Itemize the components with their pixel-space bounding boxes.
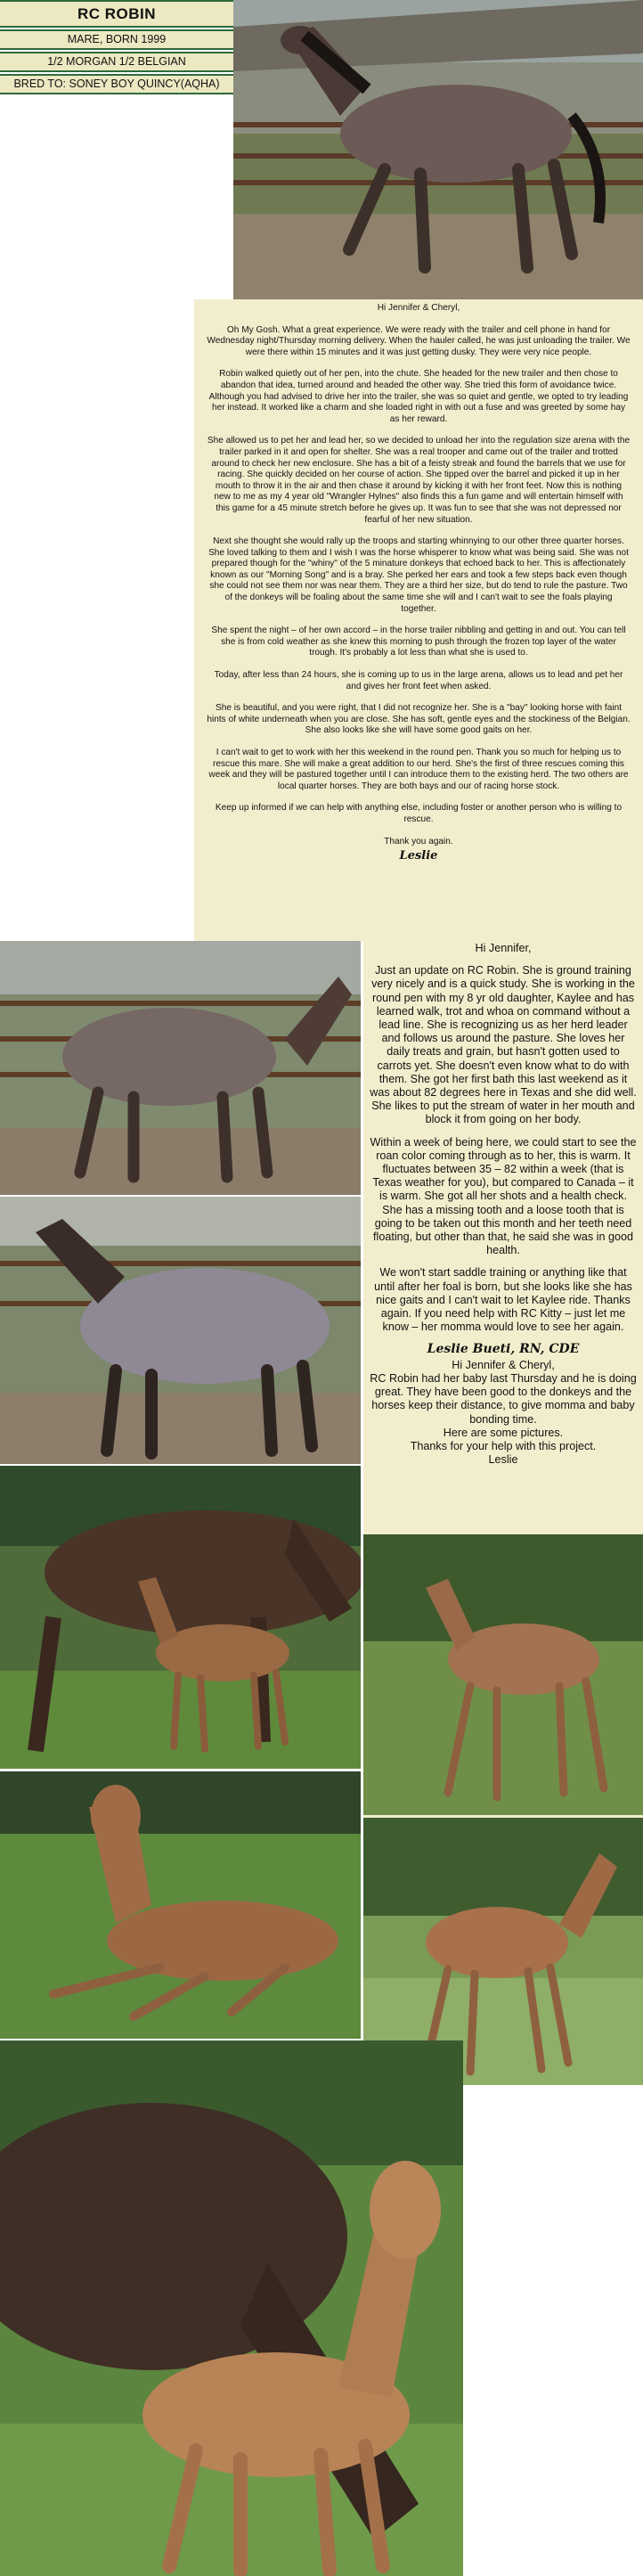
letter1-thanks: Thank you again. xyxy=(384,836,453,846)
photo-roan-mare-side xyxy=(0,1197,361,1464)
letter1-paragraph: Robin walked quietly out of her pen, into the chute. She headed for the new trailer and then chose to abandon that idea, turned around and headed the other way. She tried this form of avoidance twice. Although you had advised to drive her into the trailer, she was so quiet and gentle, we opted to try leading her instead. It worked like a charm and she loaded right in with out a fuse and was greeted by some hay as her reward. xyxy=(208,369,629,424)
breed-info: 1/2 MORGAN 1/2 BELGIAN xyxy=(0,52,233,72)
letter2-paragraph: Within a week of being here, we could start to see the roan color coming through as to her, this is warm. It fluctuates between 35 – 82 within a week (that is Texas weather for you), but compared to Canada – it is warm. She got all her shots and a health check. She has a missing tooth and a loose tooth that is going to be taken out this month and her teeth need floating, but other than that, he said she was in good health. xyxy=(370,1135,637,1257)
letter1-paragraph: She allowed us to pet her and lead her, so we decided to unload her into the regulation size arena with the trailer parked in it and open for shelter. She was a real trooper and came out of the trailer and trotted around to check her new enclosure. She has a bit of a feisty streak and found the barrels that we use for racing. She quickly decided on her course of action. She tipped over the barrel and picked it up in her mouth to throw it in the air and then chase it around by kicking it with her front feet. Now this is nothing new to me as my 4 year old "Wrangler Hylnes" also finds this a fun game and will entertain himself with this game for a 45 minute stretch before he gives up. It was fun to see that she was not depressed nor fearful of her new situation. xyxy=(207,436,631,525)
letter1-paragraph: Today, after less than 24 hours, she is coming up to us in the large arena, allows us to lead and pet her and gives her front feet when asked. xyxy=(214,670,623,691)
letter1-paragraph: Next she thought she would rally up the troops and starting whinnying to our other three quarter horses. She loved talking to them and I wish I was the horse whisperer to know what was being said. She was not prepared though for the "whiny" of the 5 minature donkeys that echoed back to her. This is affectionately known as our "Morning Song" and is a bray. She perked her ears and took a few steps back even though she could not see them nor was near them. They are a third her size, but do tend to rule the pasture. Two of the donkeys will be foaling about the same time she will and I can't wait to see the foals playing together. xyxy=(208,536,629,614)
letter1-paragraph: She is beautiful, and you were right, that I did not recognize her. She is a "bay" looking horse with faint hints of white underneath when you are close. She has soft, gentle eyes and the stockiness of the Belgian. She also looks like she will have some good gaits on her. xyxy=(207,703,631,736)
photo-mare-grazing-with-foal xyxy=(0,2040,463,2576)
bred-to-info: BRED TO: SONEY BOY QUINCY(AQHA) xyxy=(0,74,233,94)
letter2-paragraph: Just an update on RC Robin. She is ground training very nicely and is a quick study. She is working in the round pen with my 8 yr old daughter, Kaylee and has learned walk, trot and whoa on command without a lead line. She is recognizing us as her herd leader and follows us around the pasture. She loves her daily treats and grain, but hasn't gotten used to carrots yet. She doesn't even know what to do with them. She got her first bath this last weekend as it was about 82 degrees here in Texas and she did well. She likes to put the stream of water in her mouth and block it from going on her body. xyxy=(370,964,637,1126)
letter1-paragraph: She spent the night – of her own accord – in the horse trailer nibbling and getting in and out. You can tell she is from cold weather as she knew this morning to push through the frozen top layer of the water trough. It's probably a lot less than what she is used to. xyxy=(211,626,626,658)
letter2-greeting: Hi Jennifer, xyxy=(475,942,532,954)
letter1-paragraph: I can't wait to get to work with her this weekend in the round pen. Thank you so much for helping us to rescue this mare. She will make a great addition to our herd. She's the first of three rescues coming this week and they will be pastured together until I can introduce them to the existing herd. The two others are local quarter horses. They are both bays and our of racing horse stock. xyxy=(208,748,629,791)
photo-foal-lying xyxy=(0,1771,361,2039)
letter1-paragraph: Oh My Gosh. What a great experience. We were ready with the trailer and cell phone in hand for Wednesday night/Thursday morning delivery. When the hauler called, he was just unloading the trailer. We were there within 15 minutes and it was just getting dusky. They were very nice people. xyxy=(207,324,631,357)
letter3-paragraph: RC Robin had her baby last Thursday and he is doing great. They have been good to the donkeys and the horses keep their distance, to give momma and baby bonding time. xyxy=(370,1371,637,1426)
letter2-paragraph: We won't start saddle training or anything like that until after her foal is born, but she looks like she has nice gaits and I can't wait to let Kaylee ride. Thanks again. If you need help with RC Kitty – just let me know – her momma would love to see her again. xyxy=(374,1266,632,1334)
letter3-greeting: Hi Jennifer & Cheryl, xyxy=(452,1358,555,1371)
photo-foal-standing xyxy=(363,1534,643,1815)
letter2-signature: Leslie Bueti, RN, CDE xyxy=(427,1342,580,1357)
letter-first-update xyxy=(194,299,643,941)
mare-birth-info: MARE, BORN 1999 xyxy=(0,29,233,50)
letter1-paragraph: Keep up informed if we can help with anything else, including foster or another person who is willing to rescue. xyxy=(215,803,623,824)
letter1-signature: Leslie xyxy=(399,849,438,863)
letter3-paragraph: Here are some pictures. xyxy=(443,1426,564,1439)
letter1-greeting: Hi Jennifer & Cheryl, xyxy=(377,303,460,313)
photo-roan-mare-standing xyxy=(0,941,361,1195)
photo-roan-mare-walking xyxy=(233,0,643,299)
photo-mare-and-foal xyxy=(0,1466,361,1769)
letter3-paragraph: Thanks for your help with this project. xyxy=(410,1439,597,1452)
letter3-signoff: Leslie xyxy=(488,1453,518,1467)
page-title: RC ROBIN xyxy=(0,0,233,28)
